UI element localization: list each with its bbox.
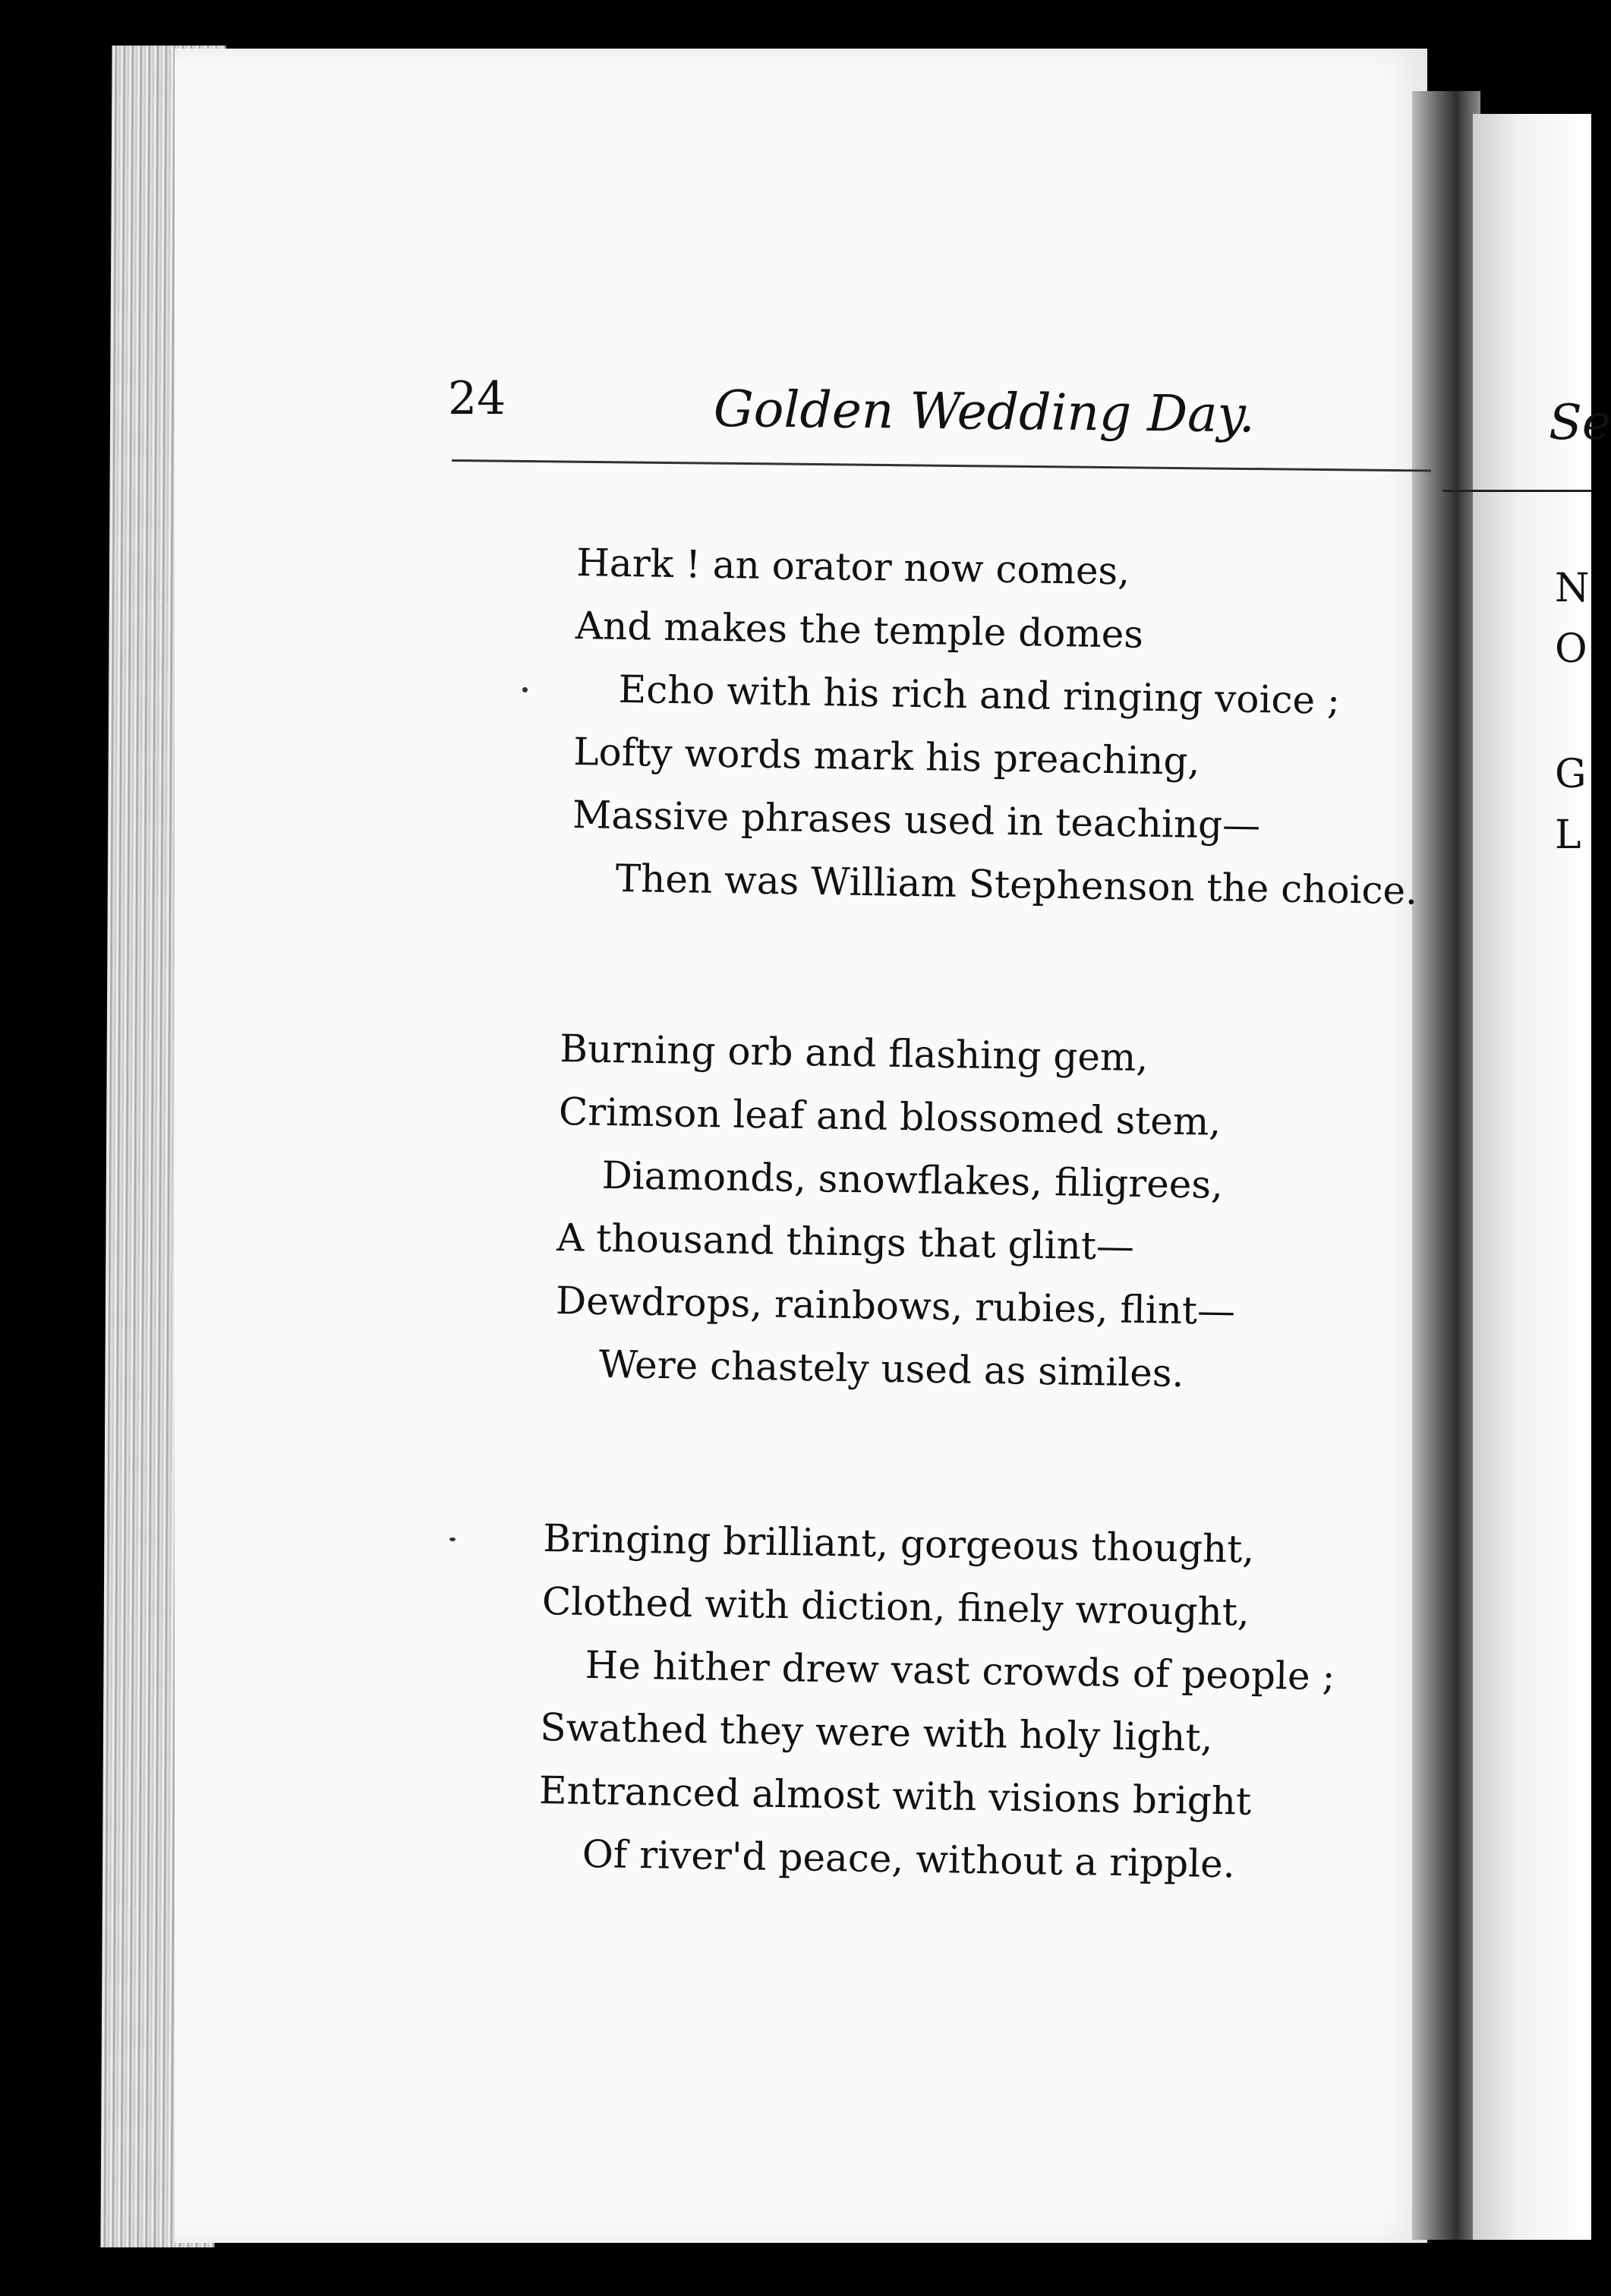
poem-line: And makes the temple domes xyxy=(575,603,1144,657)
page-number: 24 xyxy=(448,372,506,425)
stanza xyxy=(538,1507,1337,1897)
running-title: Golden Wedding Day. xyxy=(713,380,1256,444)
facing-page-letter: N xyxy=(1555,566,1590,611)
poem-line: Entranced almost with visions bright xyxy=(538,1768,1252,1824)
ink-speck xyxy=(522,687,528,692)
poem-line: Diamonds, snowflakes, filigrees, xyxy=(601,1153,1224,1207)
poem-line: Crimson leaf and blossomed stem, xyxy=(558,1089,1222,1144)
poem-line: Then was William Stephenson the choice. xyxy=(615,856,1418,913)
facing-page-letter: G xyxy=(1555,752,1587,797)
poem-line: Of river'd peace, without a ripple. xyxy=(582,1831,1236,1887)
facing-page-header: Se xyxy=(1549,395,1611,451)
poem-line: He hither drew vast crowds of people ; xyxy=(585,1642,1335,1699)
book-gutter xyxy=(1412,91,1480,2240)
facing-page-letter: L xyxy=(1555,812,1581,858)
poem-line: A thousand things that glint— xyxy=(556,1215,1135,1269)
poem-line: Hark ! an orator now comes, xyxy=(575,540,1130,594)
facing-page-letter: O xyxy=(1555,626,1587,672)
poem-line: Swathed they were with holy light, xyxy=(539,1705,1213,1760)
poem-line: Echo with his rich and ringing voice ; xyxy=(618,667,1341,723)
poem-line: Dewdrops, rainbows, rubies, flint— xyxy=(555,1278,1236,1334)
poem-line: Bringing brilliant, gorgeous thought, xyxy=(542,1515,1255,1572)
poem-line: Lofty words mark his preaching, xyxy=(572,729,1200,784)
poem-line: Clothed with diction, finely wrought, xyxy=(541,1578,1250,1635)
poem-line: Massive phrases used in teaching— xyxy=(572,792,1261,848)
ink-speck xyxy=(449,1538,456,1541)
facing-page-rule xyxy=(1442,490,1591,492)
poem-line: Were chastely used as similes. xyxy=(598,1342,1184,1396)
stanza xyxy=(571,531,1423,922)
stanza xyxy=(554,1017,1240,1406)
poem-line: Burning orb and flashing gem, xyxy=(559,1026,1149,1080)
